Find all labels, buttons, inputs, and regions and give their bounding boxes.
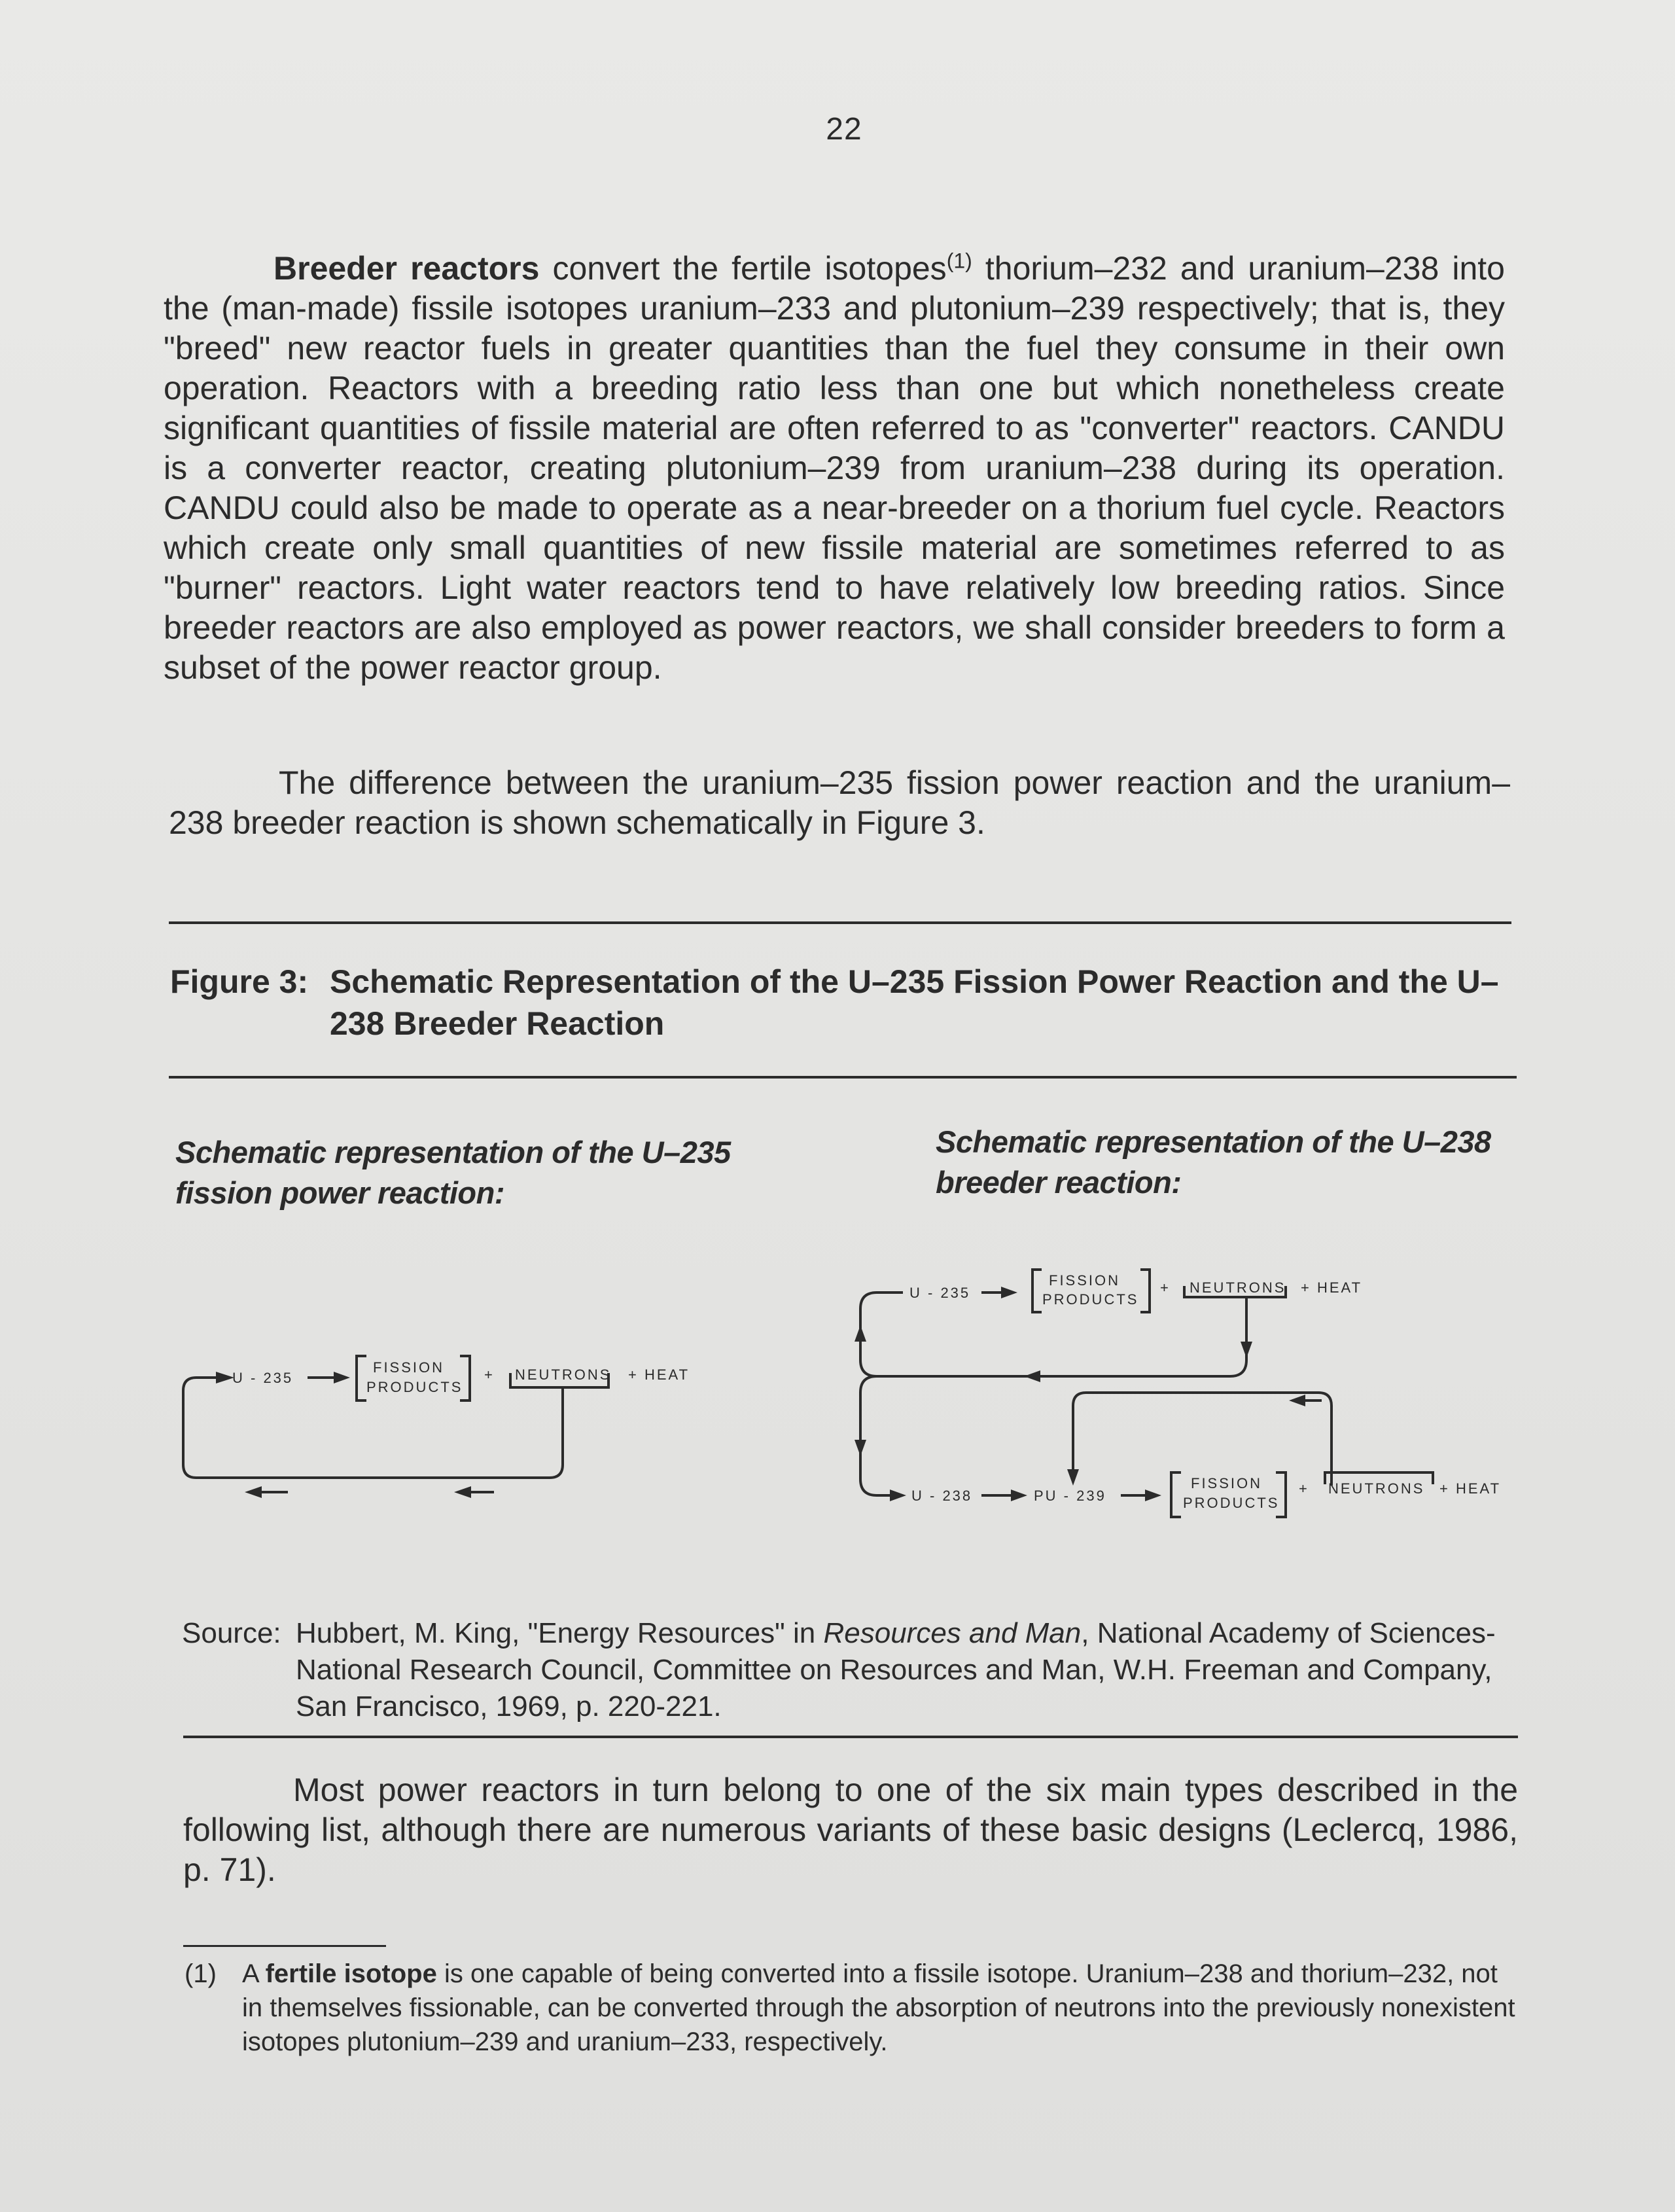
arrow-head [855,1440,866,1456]
right-lower-loop-left [860,1376,896,1495]
right-u238-label: U - 238 [911,1488,973,1504]
footnote-reference: (1) [946,249,972,273]
breeder-reactors-term: Breeder reactors [273,250,540,287]
right-bracket-open [1032,1270,1042,1312]
right-fission2-label: FISSION [1191,1475,1263,1491]
right-u235-label: U - 235 [909,1285,971,1301]
figure-title-text: Schematic Representation of the U–235 Fission Power Reaction and the U–238 Breeder Reaction [330,963,1499,1042]
left-heat-label: + HEAT [628,1366,690,1383]
source-label: Source: [182,1617,281,1649]
right-products2-label: PRODUCTS [1183,1495,1280,1511]
footnote-text-a: A [242,1959,266,1988]
right-fission-label: FISSION [1049,1272,1121,1289]
footnote-mark: (1) [185,1959,217,1988]
right-bracket-close [1140,1270,1150,1312]
figure-label: Figure 3: [170,963,309,1000]
source-text-a: Hubbert, M. King, "Energy Resources" in [296,1617,824,1649]
page-number: 22 [826,112,862,147]
source-italic-title: Resources and Man [823,1617,1082,1649]
left-neutrons-label: NEUTRONS [515,1366,612,1383]
arrow-head [1289,1395,1305,1406]
right-bracket2-open [1171,1472,1181,1517]
left-u235-label: U - 235 [232,1370,294,1386]
right-neutrons-label: NEUTRONS [1190,1279,1286,1296]
arrow-head [890,1490,906,1501]
arrow-head [1011,1490,1027,1501]
arrow-head [1001,1287,1017,1298]
right-heat2-label: + HEAT [1439,1480,1502,1497]
left-plus-sign: + [484,1366,495,1383]
paragraph1-text-a: convert the fertile isotopes [539,250,947,287]
paragraph-power-reactor-types [183,1770,1518,1890]
right-plus-sign: + [1160,1279,1171,1296]
footnote-text [242,1957,1518,2059]
arrow-head [1024,1370,1040,1382]
right-heat-label: + HEAT [1301,1279,1363,1296]
right-diagram-heading: Schematic representation of the U–238 breeder reaction: [936,1124,1491,1200]
right-plus2-sign: + [1299,1480,1309,1497]
paragraph1-text-b: thorium–232 and uranium–238 into the (man-made) fissile isotopes uranium–233 and plutonium–239 respectively; that is, they "breed" new reactor fuels in greater quantities than the fuel they consume in their own operation. Reactors with a breeding ratio less than one but which nonetheless create significant quantities of fissile material are often referred to as "converter" reactors. CANDU is a converter reactor, creating plutonium–239 from uranium–238 during its operation. CANDU could also be made to operate as a near-breeder on a thorium fuel cycle. Reactors which create only small quantities of new fissile material are sometimes referred to as "burner" reactors. Light water reactors tend to have relatively low breeding ratios. Since breeder reactors are also employed as power reactors, we shall consider breeders to form a subset of the power reactor group. [164,250,1505,686]
paragraph3-text: Most power reactors in turn belong to one of the six main types described in the following list, although there are numerous variants of these basic designs (Leclercq, 1986, p. 71). [183,1772,1518,1888]
left-fission-label: FISSION [373,1359,445,1376]
right-branch-top-rail [1086,1393,1331,1486]
source-text [296,1615,1519,1725]
right-branch-to-pu239 [1073,1393,1086,1476]
footnote-rule [183,1945,386,1947]
arrow-head [1241,1342,1252,1358]
left-diagram-heading: Schematic representation of the U–235 fission power reaction: [175,1135,731,1210]
footnote-text-b: is one capable of being converted into a fissile isotope. Uranium–238 and thorium–232, not in themselves fissionable, can be converted through the absorption of neutrons into the previously nonexistent isotopes plutonium–239 and uranium–233, respectively. [242,1959,1515,2056]
paragraph2-text: The difference between the uranium–235 fission power reaction and the uranium–238 breeder reaction is shown schematically in Figure 3. [169,764,1510,841]
left-products-label: PRODUCTS [366,1379,463,1395]
figure-bottom-rule [183,1736,1518,1738]
source-text-b: , National Academy of Sciences-National Research Council, Committee on Resources and Man, W.H. Freeman and Company, San Francisco, 1969, p. 220-221. [296,1617,1496,1722]
right-neutrons2-label: NEUTRONS [1328,1480,1425,1497]
right-pu239-label: PU - 239 [1034,1488,1106,1504]
arrow-head [855,1325,866,1342]
arrow-head [1145,1490,1161,1501]
right-products-label: PRODUCTS [1042,1291,1139,1308]
arrow-head [1067,1469,1079,1486]
fertile-isotope-term: fertile isotope [265,1959,437,1988]
